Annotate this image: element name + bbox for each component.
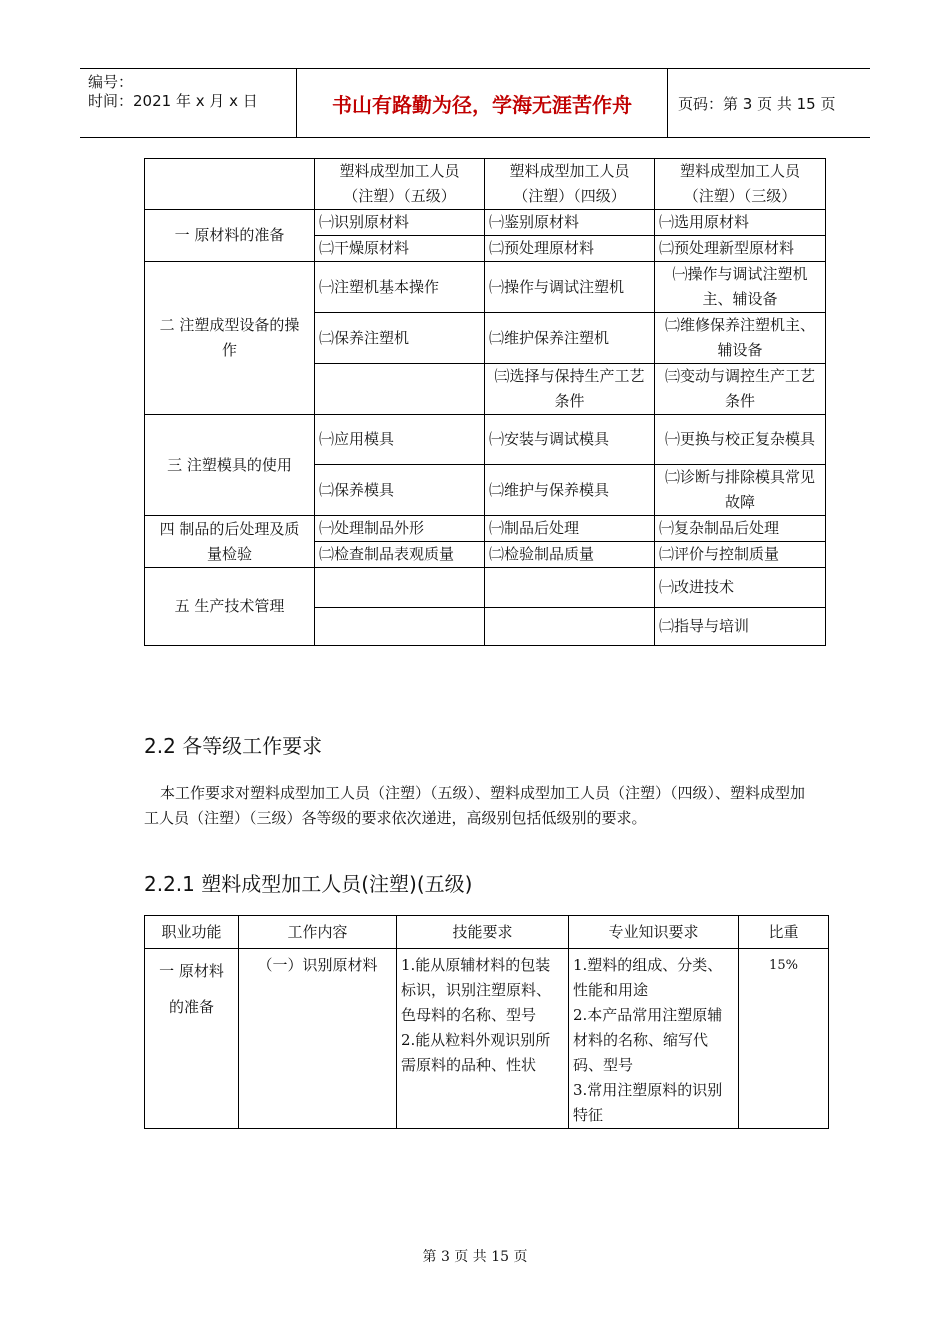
skill-cell: ㈢选择与保持生产工艺条件 — [485, 364, 655, 415]
time-label: 时间：2021 年 x 月 x 日 — [88, 92, 258, 110]
skills-cell: 1.能从原辅材料的包装标识，识别注塑原料、色母料的名称、型号 2.能从粒料外观识别所需原料的品种、性状 — [397, 949, 569, 1129]
knowledge-cell: 1.塑料的组成、分类、性能和用途 2.本产品常用注塑原辅材料的名称、缩写代码、型号 3.常用注塑原料的识别特征 — [569, 949, 739, 1129]
skill-cell: ㈡维护保养注塑机 — [485, 313, 655, 364]
skill-cell: ㈡检验制品质量 — [485, 542, 655, 568]
skill-cell: ㈡保养模具 — [315, 465, 485, 516]
skill-cell: ㈡干燥原材料 — [315, 236, 485, 262]
table-row — [145, 516, 826, 542]
table-row — [145, 210, 826, 236]
skill-cell: ㈡检查制品表观质量 — [315, 542, 485, 568]
col-header: 职业功能 — [145, 916, 239, 949]
grade-header: 塑料成型加工人员（注塑）（四级） — [485, 159, 655, 210]
header-meta — [80, 69, 297, 137]
skill-cell: ㈠应用模具 — [315, 415, 485, 465]
section-heading-2-2-1: 2.2.1 塑料成型加工人员(注塑)(五级) — [144, 872, 473, 896]
col-header: 专业知识要求 — [569, 916, 739, 949]
skill-cell — [315, 364, 485, 415]
skill-cell: ㈡维修保养注塑机主、辅设备 — [655, 313, 826, 364]
skill-cell: ㈠操作与调试注塑机主、辅设备 — [655, 262, 826, 313]
skill-cell: ㈠鉴别原材料 — [485, 210, 655, 236]
skill-cell: ㈢变动与调控生产工艺条件 — [655, 364, 826, 415]
skill-cell — [485, 568, 655, 608]
page-header — [80, 68, 870, 138]
function-line: 一 原材料 — [159, 962, 224, 980]
function-name-cell: 三 注塑模具的使用 — [145, 415, 315, 516]
col-header: 技能要求 — [397, 916, 569, 949]
function-name-cell: 五 生产技术管理 — [145, 568, 315, 646]
work-requirements-table — [144, 915, 829, 1129]
header-page-label: 页码：第 3 页 共 15 页 — [678, 94, 836, 113]
skill-cell: ㈠识别原材料 — [315, 210, 485, 236]
table-row — [145, 262, 826, 313]
skill-cell: ㈠制品后处理 — [485, 516, 655, 542]
skill-cell: ㈠注塑机基本操作 — [315, 262, 485, 313]
skill-cell: ㈠复杂制品后处理 — [655, 516, 826, 542]
skill-cell: ㈠更换与校正复杂模具 — [655, 415, 826, 465]
col-header: 比重 — [739, 916, 829, 949]
table-row — [145, 949, 829, 1129]
function-cell — [145, 949, 239, 1129]
table-row — [145, 415, 826, 465]
blank-corner-cell — [145, 159, 315, 210]
table-row — [145, 568, 826, 608]
section-heading-2-2: 2.2 各等级工作要求 — [144, 734, 323, 758]
skill-cell: ㈡诊断与排除模具常见故障 — [655, 465, 826, 516]
skill-cell — [485, 608, 655, 646]
section-paragraph: 本工作要求对塑料成型加工人员（注塑）（五级）、塑料成型加工人员（注塑）（四级）、塑料成型加工人员（注塑）（三级）各等级的要求依次递进，高级别包括低级别的要求。 — [144, 784, 806, 827]
number-label: 编号： — [88, 73, 134, 91]
grade-header: 塑料成型加工人员（注塑）（三级） — [655, 159, 826, 210]
col-header: 工作内容 — [239, 916, 397, 949]
function-name-cell: 一 原材料的准备 — [145, 210, 315, 262]
skill-cell: ㈡预处理原材料 — [485, 236, 655, 262]
function-line: 的准备 — [168, 998, 214, 1016]
header-motto: 书山有路勤为径，学海无涯苦作舟 — [297, 69, 668, 137]
table-header-row — [145, 159, 826, 210]
skill-cell: ㈠改进技术 — [655, 568, 826, 608]
skill-cell: ㈡维护与保养模具 — [485, 465, 655, 516]
skill-cell: ㈡预处理新型原材料 — [655, 236, 826, 262]
skill-cell: ㈠安装与调试模具 — [485, 415, 655, 465]
skill-cell: ㈡指导与培训 — [655, 608, 826, 646]
function-name-cell: 四 制品的后处理及质量检验 — [145, 516, 315, 568]
function-name-cell: 二 注塑成型设备的操作 — [145, 262, 315, 415]
table-header-row — [145, 916, 829, 949]
skill-cell: ㈠操作与调试注塑机 — [485, 262, 655, 313]
weight-cell: 15% — [739, 949, 829, 1129]
skill-cell — [315, 568, 485, 608]
skill-cell: ㈡保养注塑机 — [315, 313, 485, 364]
grade-header: 塑料成型加工人员（注塑）（五级） — [315, 159, 485, 210]
skill-cell: ㈡评价与控制质量 — [655, 542, 826, 568]
skill-cell: ㈠选用原材料 — [655, 210, 826, 236]
skill-cell — [315, 608, 485, 646]
page-footer: 第 3 页 共 15 页 — [422, 1249, 528, 1265]
skill-cell: ㈠处理制品外形 — [315, 516, 485, 542]
grade-function-table — [144, 158, 826, 646]
content-cell: （一）识别原材料 — [239, 949, 397, 1129]
